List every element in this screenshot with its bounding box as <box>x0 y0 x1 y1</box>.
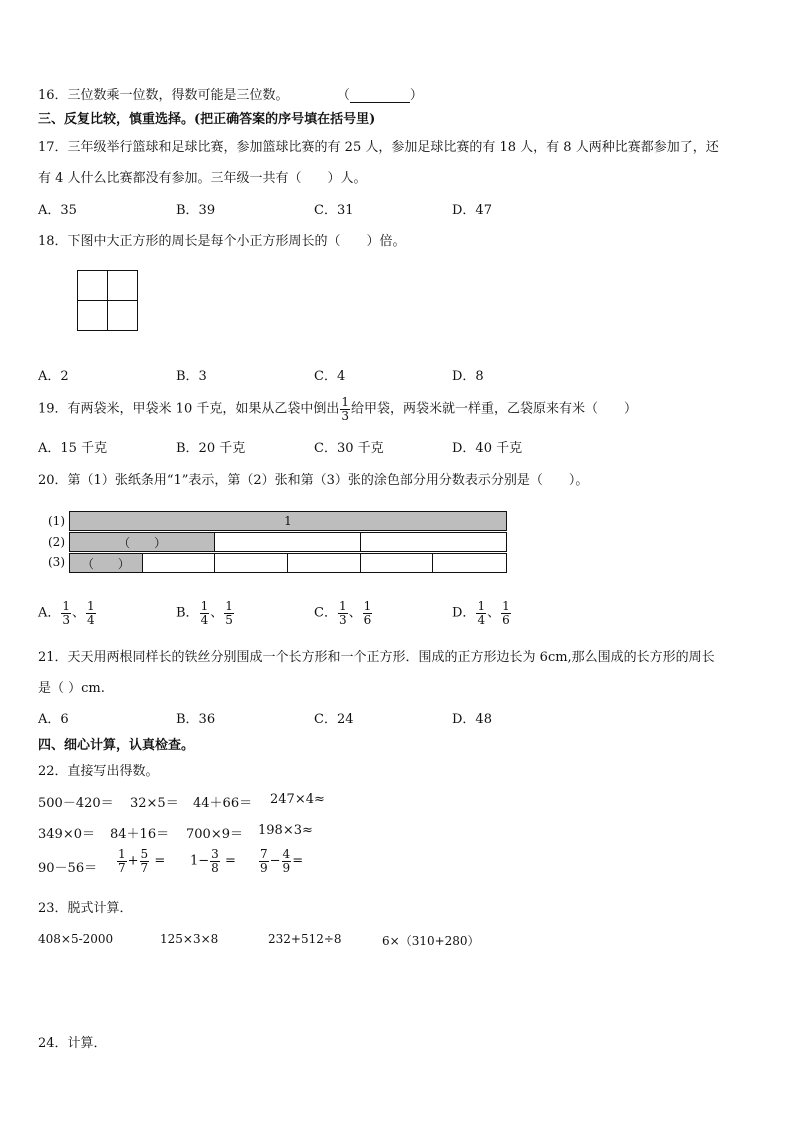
q16-paren-open: （ <box>336 88 350 103</box>
q19-fraction <box>340 396 350 422</box>
q16-line <box>38 84 423 103</box>
fraction-denominator: 3 <box>62 613 71 627</box>
strip-3 <box>69 553 507 573</box>
fraction <box>282 848 292 874</box>
q22-r2-e2: 84＋16＝ <box>110 827 170 842</box>
small-square <box>77 300 108 331</box>
q18-square-figure <box>77 270 137 356</box>
q21-line2: 是（ ）cm. <box>38 681 105 696</box>
strip-1-segment: 1 <box>70 512 506 530</box>
fraction-numerator: 3 <box>211 847 219 861</box>
fraction-numerator: 5 <box>140 847 149 861</box>
strip-3-segment <box>361 554 434 572</box>
fraction-numerator: 1 <box>502 599 510 613</box>
q20-option-a[interactable] <box>38 600 97 626</box>
fraction-numerator: 1 <box>341 395 349 409</box>
separator: 、 <box>487 605 501 621</box>
q20-text: 20．第（1）张纸条用“1”表示，第（2）张和第（3）张的涂色部分用分数表示分别是（ ）。 <box>38 473 589 488</box>
fraction-numerator: 1 <box>62 599 71 613</box>
fraction <box>117 848 127 874</box>
q20-option-d[interactable] <box>452 600 512 626</box>
equals-sign: = <box>292 853 304 869</box>
fraction-numerator: 1 <box>200 599 209 613</box>
equals-sign: = <box>224 853 236 869</box>
fraction-numerator: 1 <box>87 599 95 613</box>
fraction <box>140 848 150 874</box>
q23-item-3: 232+512÷8 <box>268 932 342 946</box>
q18-option-a[interactable]: A．2 <box>38 369 69 384</box>
q22-title: 22．直接写出得数。 <box>38 764 159 779</box>
q17-line2: 有 4 人什么比赛都没有参加。三年级一共有（ ）人。 <box>38 171 367 186</box>
strip-3-segment <box>215 554 288 572</box>
q21-option-b[interactable]: B．36 <box>176 712 216 727</box>
fraction-denominator: 6 <box>502 613 510 627</box>
q18-text: 18．下图中大正方形的周长是每个小正方形周长的（ ）倍。 <box>38 234 406 249</box>
q22-r1-e4: 247×4≈ <box>270 792 325 807</box>
q23-item-1: 408×5-2000 <box>38 932 114 946</box>
strip-label-1: (1) <box>48 514 65 528</box>
q17-option-b[interactable]: B．39 <box>176 203 216 218</box>
q22-r2-e4: 198×3≈ <box>258 823 313 838</box>
q17-line1: 17．三年级举行篮球和足球比赛，参加篮球比赛的有 25 人，参加足球比赛的有 18 人，有 8 人两种比赛都参加了，还 <box>38 140 719 155</box>
q19-text-after: 给甲袋，两袋米就一样重，乙袋原来有米（ ） <box>351 401 638 417</box>
fraction-denominator: 9 <box>282 861 291 875</box>
fraction-denominator: 3 <box>341 409 349 423</box>
fraction-denominator: 5 <box>225 613 233 627</box>
q23-item-2: 125×3×8 <box>160 932 219 946</box>
q19-option-b[interactable]: B．20 千克 <box>176 441 246 456</box>
q20-option-b[interactable] <box>176 600 235 626</box>
q22-r3-e2 <box>116 848 165 874</box>
fraction-numerator: 1 <box>477 599 486 613</box>
strip-3-segment <box>288 554 361 572</box>
q17-option-a[interactable]: A．35 <box>38 203 77 218</box>
fraction-denominator: 9 <box>260 861 268 875</box>
small-square <box>107 300 138 331</box>
fraction-denominator: 8 <box>211 861 219 875</box>
strip-label-3: (3) <box>48 555 65 569</box>
fraction-denominator: 4 <box>200 613 209 627</box>
q19-line <box>38 396 637 422</box>
separator: 、 <box>72 605 86 621</box>
q18-option-d[interactable]: D．8 <box>452 369 484 384</box>
operator: − <box>269 853 281 869</box>
q19-option-c[interactable]: C．30 千克 <box>314 441 384 456</box>
q23-title: 23．脱式计算． <box>38 901 133 916</box>
fraction-numerator: 4 <box>282 847 291 861</box>
operator: + <box>127 853 139 869</box>
q21-option-a[interactable]: A．6 <box>38 712 69 727</box>
fraction <box>476 600 486 626</box>
fraction <box>259 848 269 874</box>
q20-option-c[interactable] <box>314 600 373 626</box>
separator: 、 <box>210 605 224 621</box>
q18-option-c[interactable]: C．4 <box>314 369 346 384</box>
strip-2-segment <box>361 533 506 551</box>
q19-option-d[interactable]: D．40 千克 <box>452 441 523 456</box>
fraction-denominator: 6 <box>363 613 372 627</box>
section3-title: 三、反复比较，慎重选择。(把正确答案的序号填在括号里) <box>38 112 376 127</box>
strip-label-2: (2) <box>48 535 65 549</box>
fraction-numerator: 7 <box>260 847 268 861</box>
fraction-denominator: 4 <box>87 613 95 627</box>
section4-title: 四、细心计算，认真检查。 <box>38 738 195 753</box>
fraction-denominator: 7 <box>118 861 126 875</box>
q23-item-4: 6×（310+280） <box>382 934 480 948</box>
fraction <box>210 848 220 874</box>
fraction-numerator: 1 <box>363 599 372 613</box>
strip-2-segment <box>215 533 360 551</box>
q22-r3-e3 <box>190 848 236 874</box>
fraction <box>86 600 96 626</box>
fraction-numerator: 1 <box>225 599 233 613</box>
q18-option-b[interactable]: B．3 <box>176 369 207 384</box>
small-square <box>107 270 138 301</box>
q16-text: 16．三位数乘一位数，得数可能是三位数。 <box>38 88 289 103</box>
q22-r2-e3: 700×9＝ <box>186 827 243 842</box>
option-letter: C． <box>314 605 337 621</box>
equals-sign: = <box>154 853 166 869</box>
fraction-denominator: 4 <box>477 613 486 627</box>
q24-title: 24．计算． <box>38 1036 107 1051</box>
strip-3-shaded-segment: （ ） <box>70 554 143 572</box>
q17-option-c[interactable]: C．31 <box>314 203 354 218</box>
option-letter: A． <box>38 605 61 621</box>
fraction-denominator: 7 <box>140 861 149 875</box>
fraction <box>224 600 234 626</box>
q21-line1: 21．天天用两根同样长的铁丝分别围成一个长方形和一个正方形．围成的正方形边长为 6cm,那么围成的长方形的周长 <box>38 650 715 665</box>
q22-r2-e1: 349×0＝ <box>38 827 95 842</box>
small-square <box>77 270 108 301</box>
strip-3-segment <box>433 554 506 572</box>
fraction <box>363 600 373 626</box>
fraction <box>61 600 71 626</box>
q22-r1-e2: 32×5＝ <box>130 796 179 811</box>
fraction-numerator: 1 <box>338 599 347 613</box>
q22-r3-e4 <box>258 848 303 874</box>
fraction <box>338 600 348 626</box>
fraction <box>200 600 210 626</box>
q21-option-c[interactable]: C．24 <box>314 712 354 727</box>
fraction-numerator: 1 <box>118 847 126 861</box>
strip-1 <box>69 511 507 531</box>
strip-2-shaded-segment: （ ） <box>70 533 215 551</box>
q22-r1-e1: 500－420＝ <box>38 796 114 811</box>
fraction-denominator: 3 <box>338 613 347 627</box>
expression-prefix: 1− <box>190 853 210 869</box>
q16-answer-blank[interactable] <box>350 90 410 103</box>
q22-r1-e3: 44＋66＝ <box>193 796 253 811</box>
strip-3-segment <box>143 554 216 572</box>
q19-text-before: 19．有两袋米，甲袋米 10 千克，如果从乙袋中倒出 <box>38 401 340 417</box>
q17-option-d[interactable]: D．47 <box>452 203 492 218</box>
strip-2 <box>69 532 507 552</box>
q19-option-a[interactable]: A．15 千克 <box>38 441 108 456</box>
separator: 、 <box>348 605 362 621</box>
q21-option-d[interactable]: D．48 <box>452 712 492 727</box>
option-letter: B． <box>176 605 199 621</box>
option-letter: D． <box>452 605 476 621</box>
fraction <box>501 600 511 626</box>
q22-r3-e1: 90－56＝ <box>38 861 98 876</box>
q16-paren-close: ） <box>409 88 423 103</box>
